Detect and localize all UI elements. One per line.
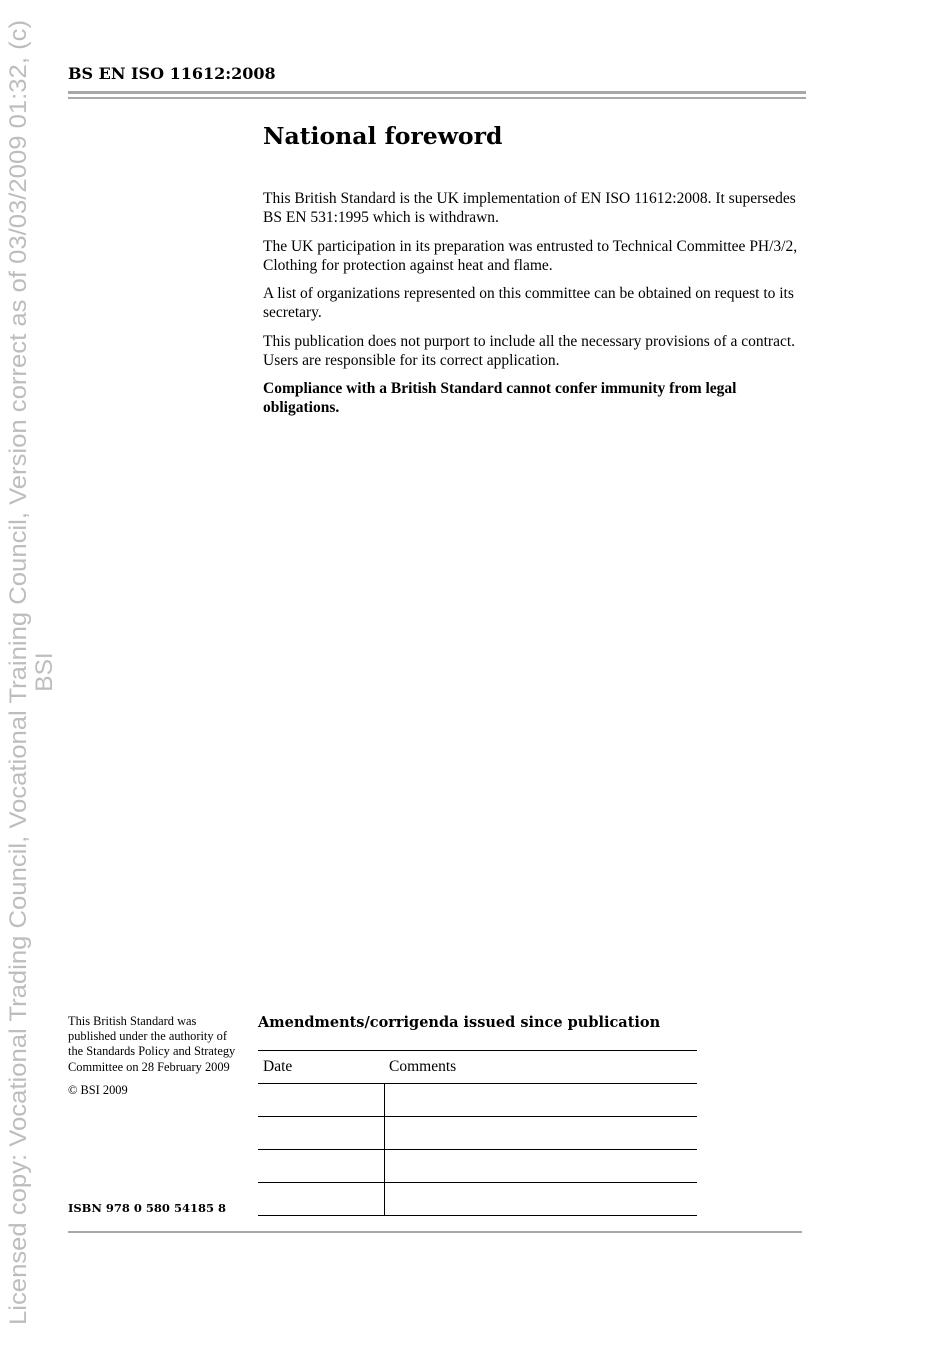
copyright-notice: © BSI 2009 [68,1082,128,1097]
amendments-title: Amendments/corrigenda issued since publication [258,1014,661,1031]
isbn: ISBN 978 0 580 54185 8 [68,1201,226,1215]
date-cell [258,1117,384,1150]
comments-cell [384,1183,697,1216]
page-title: National foreword [263,122,503,150]
legal-notice: Compliance with a British Standard cannot confer immunity from legal obligations. [263,380,737,416]
comments-cell [384,1084,697,1117]
foreword-paragraph-3: A list of organizations represented on this committee can be obtained on request to its secretary. [263,285,794,321]
comments-cell [384,1150,697,1183]
table-header-row [258,1051,697,1084]
license-watermark [4,20,58,1325]
watermark-line-2: BSI [31,652,58,692]
watermark-line-1: Licensed copy: Vocational Trading Council, Vocational Training Council, Version correct as of 03/03/2009 01:32, (c) [5,78,32,1325]
header-rule-lower [68,97,806,99]
amendments-table [258,1050,697,1216]
foreword-paragraph-1: This British Standard is the UK implementation of EN ISO 11612:2008. It supersedes BS EN 531:1995 which is withdrawn. [263,190,796,226]
date-cell [258,1150,384,1183]
publication-info [68,1014,238,1106]
comments-cell [384,1117,697,1150]
column-header-date: Date [258,1051,384,1084]
table-row [258,1150,697,1183]
foreword-paragraph-2: The UK participation in its preparation was entrusted to Technical Committee PH/3/2, Clothing for protection against heat and flame. [263,237,798,274]
foreword-body [263,189,808,427]
table-row [258,1084,697,1117]
foreword-paragraph-4: This publication does not purport to include all the necessary provisions of a contract. Users are responsible for its correct application. [263,332,796,369]
table-row [258,1183,697,1216]
table-row [258,1117,697,1150]
date-cell [258,1183,384,1216]
header-rule-upper [68,91,806,94]
date-cell [258,1084,384,1117]
publication-note: This British Standard was published under the authority of the Standards Policy and Strategy Committee on 28 February 2009 [68,1014,236,1074]
column-header-comments: Comments [384,1051,697,1084]
footer-rule [68,1231,802,1233]
document-identifier: BS EN ISO 11612:2008 [68,64,276,83]
